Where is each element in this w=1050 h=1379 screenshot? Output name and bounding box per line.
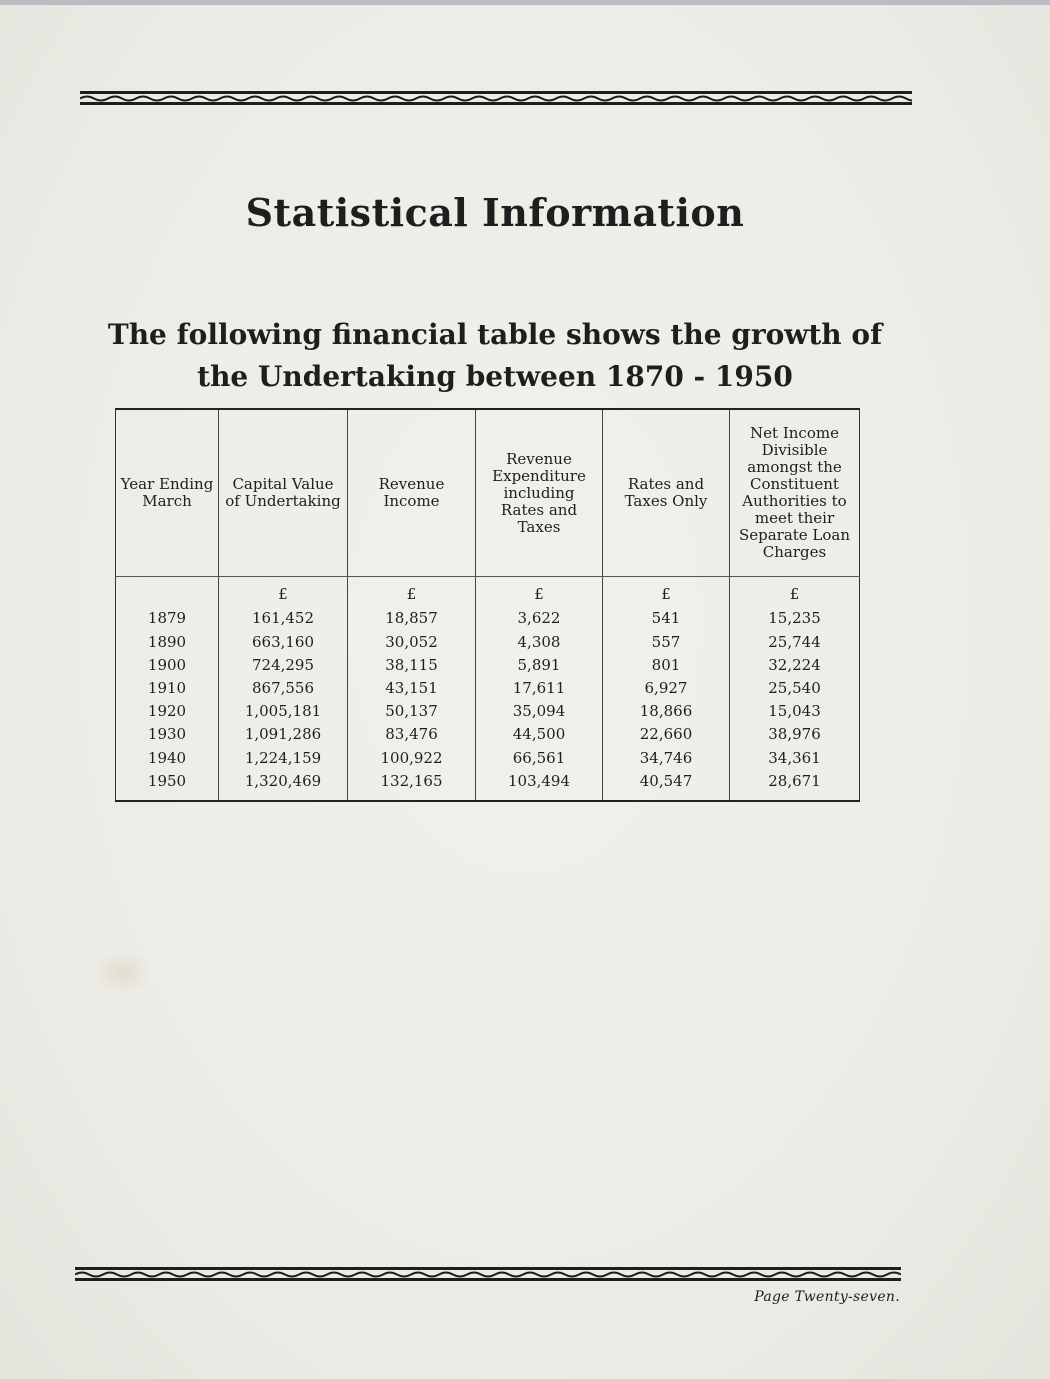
header-revenue-expenditure: Revenue Expenditure including Rates and Taxes bbox=[476, 409, 603, 577]
cell-net-income: 15,043 bbox=[730, 700, 860, 723]
cell-year: 1930 bbox=[147, 725, 187, 744]
cell-revenue-expenditure: 103,494 bbox=[476, 770, 603, 801]
table-row bbox=[116, 723, 860, 746]
cell-revenue-expenditure: 17,611 bbox=[476, 677, 603, 700]
bottom-wavy-rule bbox=[75, 1267, 901, 1281]
table-row bbox=[116, 607, 860, 630]
cell-net-income: 15,235 bbox=[730, 607, 860, 630]
cell-capital: 663,160 bbox=[219, 630, 348, 653]
cell-year: 1890 bbox=[147, 632, 187, 651]
paper-stain bbox=[92, 950, 152, 995]
cell-capital: 1,091,286 bbox=[219, 723, 348, 746]
cell-capital: 724,295 bbox=[219, 654, 348, 677]
table-row bbox=[116, 770, 860, 801]
cell-year: 1900 bbox=[147, 655, 187, 674]
cell-rates-taxes: 40,547 bbox=[603, 770, 730, 801]
cell-revenue-income: 43,151 bbox=[348, 677, 476, 700]
cell-revenue-expenditure: 35,094 bbox=[476, 700, 603, 723]
cell-revenue-expenditure: 5,891 bbox=[476, 654, 603, 677]
cell-net-income: 38,976 bbox=[730, 723, 860, 746]
cell-revenue-income: 18,857 bbox=[348, 607, 476, 630]
cell-capital: 1,224,159 bbox=[219, 746, 348, 769]
cell-rates-taxes: 6,927 bbox=[603, 677, 730, 700]
top-wavy-rule bbox=[80, 91, 912, 105]
cell-year: 1950 bbox=[147, 771, 187, 790]
cell-revenue-expenditure: 3,622 bbox=[476, 607, 603, 630]
cell-revenue-expenditure: 44,500 bbox=[476, 723, 603, 746]
cell-capital: 161,452 bbox=[219, 607, 348, 630]
cell-year: 1940 bbox=[147, 748, 187, 767]
cell-year: 1910 bbox=[147, 678, 187, 697]
scan-top-edge bbox=[0, 0, 1050, 5]
subtitle-line-2: the Undertaking between 1870 - 1950 bbox=[197, 360, 793, 393]
financial-table bbox=[115, 408, 860, 802]
cell-capital: 1,005,181 bbox=[219, 700, 348, 723]
cell-rates-taxes: 18,866 bbox=[603, 700, 730, 723]
table-row bbox=[116, 630, 860, 653]
cell-rates-taxes: 22,660 bbox=[603, 723, 730, 746]
cell-net-income: 25,744 bbox=[730, 630, 860, 653]
cell-year: 1920 bbox=[147, 702, 187, 721]
cell-rates-taxes: 801 bbox=[603, 654, 730, 677]
cell-rates-taxes: 541 bbox=[603, 607, 730, 630]
page-title: Statistical Information bbox=[245, 190, 745, 235]
table-row bbox=[116, 700, 860, 723]
currency-cell: £ bbox=[476, 577, 603, 608]
table-header-row bbox=[116, 409, 860, 577]
subtitle-line-1: The following financial table shows the growth of bbox=[107, 318, 883, 351]
cell-revenue-income: 132,165 bbox=[348, 770, 476, 801]
cell-revenue-income: 50,137 bbox=[348, 700, 476, 723]
cell-year: 1879 bbox=[147, 609, 187, 628]
table-row bbox=[116, 654, 860, 677]
cell-net-income: 25,540 bbox=[730, 677, 860, 700]
table-row bbox=[116, 746, 860, 769]
cell-revenue-income: 83,476 bbox=[348, 723, 476, 746]
cell-revenue-income: 100,922 bbox=[348, 746, 476, 769]
currency-cell: £ bbox=[348, 577, 476, 608]
currency-cell: £ bbox=[730, 577, 860, 608]
page-number: Page Twenty-seven. bbox=[754, 1289, 900, 1305]
cell-rates-taxes: 34,746 bbox=[603, 746, 730, 769]
cell-revenue-expenditure: 4,308 bbox=[476, 630, 603, 653]
cell-revenue-expenditure: 66,561 bbox=[476, 746, 603, 769]
currency-cell: £ bbox=[219, 577, 348, 608]
currency-cell bbox=[116, 577, 219, 608]
cell-net-income: 32,224 bbox=[730, 654, 860, 677]
header-rates-taxes: Rates and Taxes Only bbox=[603, 409, 730, 577]
header-year: Year Ending March bbox=[116, 409, 219, 577]
cell-net-income: 34,361 bbox=[730, 746, 860, 769]
cell-capital: 867,556 bbox=[219, 677, 348, 700]
table-row bbox=[116, 677, 860, 700]
header-net-income: Net Income Divisible amongst the Constituent Authorities to meet their Separate Loan Charges bbox=[730, 409, 860, 577]
cell-rates-taxes: 557 bbox=[603, 630, 730, 653]
header-capital-value: Capital Value of Undertaking bbox=[219, 409, 348, 577]
header-revenue-income: Revenue Income bbox=[348, 409, 476, 577]
cell-net-income: 28,671 bbox=[730, 770, 860, 801]
cell-revenue-income: 30,052 bbox=[348, 630, 476, 653]
cell-revenue-income: 38,115 bbox=[348, 654, 476, 677]
currency-row bbox=[116, 577, 860, 608]
currency-cell: £ bbox=[603, 577, 730, 608]
cell-capital: 1,320,469 bbox=[219, 770, 348, 801]
